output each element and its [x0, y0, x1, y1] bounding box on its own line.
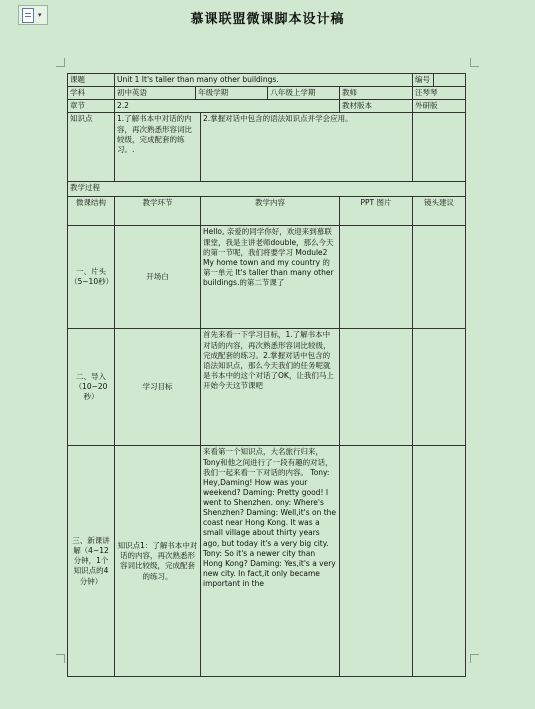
- knowledge-row: [68, 113, 466, 182]
- row-step: 知识点1：了解书本中对话的内容，再次熟悉形容词比较级，完成配套的练习。: [115, 446, 201, 677]
- row-content: 首先来看一下学习目标，1.了解书本中对话的内容，再次熟悉形容词比较级，完成配套的练习。2.掌握对话中包含的语法知识点，那么今天我们的任务呢就是书本中的这个对话了OK，让我们马上开始今天这节课吧: [201, 329, 340, 446]
- col-structure: 微课结构: [68, 197, 115, 226]
- number-label: 编号: [413, 74, 434, 86]
- process-label: 教学过程: [68, 182, 466, 197]
- knowledge-point-2: 2.掌握对话中包含的语法知识点并学会应用。: [201, 113, 413, 182]
- topic-value: Unit 1 It's taller than many other buildings.: [115, 74, 413, 87]
- table-row: [68, 329, 466, 446]
- subject-row: [68, 87, 466, 100]
- table-row: [68, 446, 466, 677]
- chapter-value: 2.2: [115, 100, 340, 113]
- row-camera: [413, 226, 466, 329]
- teacher-value: 汪琴琴: [413, 87, 466, 100]
- row-content: Hello, 亲爱的同学你好，欢迎来到慕联课堂，我是主讲老师double，那么今天的第一节呢，我们将要学习 Module2 My home town and my country 的第一单元 It's taller than many other buildings.的第二节课了: [201, 226, 340, 329]
- col-step: 教学环节: [115, 197, 201, 226]
- row-structure: 一、片头（5~10秒）: [68, 226, 115, 329]
- margin-mark-bottom-left: [56, 654, 65, 663]
- script-design-table: [67, 73, 466, 677]
- row-ppt: [340, 446, 413, 677]
- row-camera: [413, 446, 466, 677]
- column-header-row: [68, 197, 466, 226]
- row-step: 学习目标: [115, 329, 201, 446]
- teacher-label: 教师: [340, 87, 413, 100]
- col-camera: 镜头建议: [413, 197, 466, 226]
- chevron-down-icon: ▾: [38, 11, 42, 19]
- row-ppt: [340, 226, 413, 329]
- subject-label: 学科: [68, 87, 115, 100]
- row-camera: [413, 329, 466, 446]
- row-structure: 二、导入（10~20秒）: [68, 329, 115, 446]
- margin-mark-top-right: [470, 58, 479, 67]
- row-structure: 三、新课讲解（4~12分钟，1个知识点的4分钟）: [68, 446, 115, 677]
- col-content: 教学内容: [201, 197, 340, 226]
- table-row: [68, 226, 466, 329]
- grade-value: 八年级上学期: [270, 88, 316, 98]
- textbook-label: 教材版本: [340, 100, 413, 113]
- textbook-value: 外研版: [413, 100, 466, 113]
- topic-row: [68, 74, 466, 87]
- margin-mark-bottom-right: [470, 654, 479, 663]
- chapter-label: 章节: [68, 100, 115, 113]
- topic-label: 课题: [68, 74, 115, 87]
- knowledge-point-1: 1.了解书本中对话的内容，再次熟悉形容词比较级，完成配套的练习。.: [115, 113, 201, 182]
- row-step: 开场白: [115, 226, 201, 329]
- margin-mark-top-left: [56, 58, 65, 67]
- subject-value: 初中英语: [115, 87, 196, 99]
- row-content: 来看第一个知识点，大名旅行归来，Tony和他之间进行了一段有趣的对话，我们一起来看一下对话的内容。 Tony: Hey,Daming! How was your weekend? Daming: Pretty good! I went to Shenzhen. ony: Where's Shenzhen? Daming: Well,it's on the coast near Hong Kong. It was a small village about thirty years ago, but today it's a very big city. Tony: So it's a newer city than Hong Kong? Daming: Yes,it's a very new city. In fact,it only became important in the: [203, 447, 337, 588]
- page-title: 慕课联盟微课脚本设计稿: [190, 12, 345, 27]
- chapter-row: [68, 100, 466, 113]
- process-row: [68, 182, 466, 197]
- number-value: [434, 74, 465, 86]
- row-ppt: [340, 329, 413, 446]
- knowledge-label: 知识点: [68, 113, 115, 182]
- grade-label: 年级学期: [196, 87, 268, 99]
- col-ppt: PPT 图片: [340, 197, 413, 226]
